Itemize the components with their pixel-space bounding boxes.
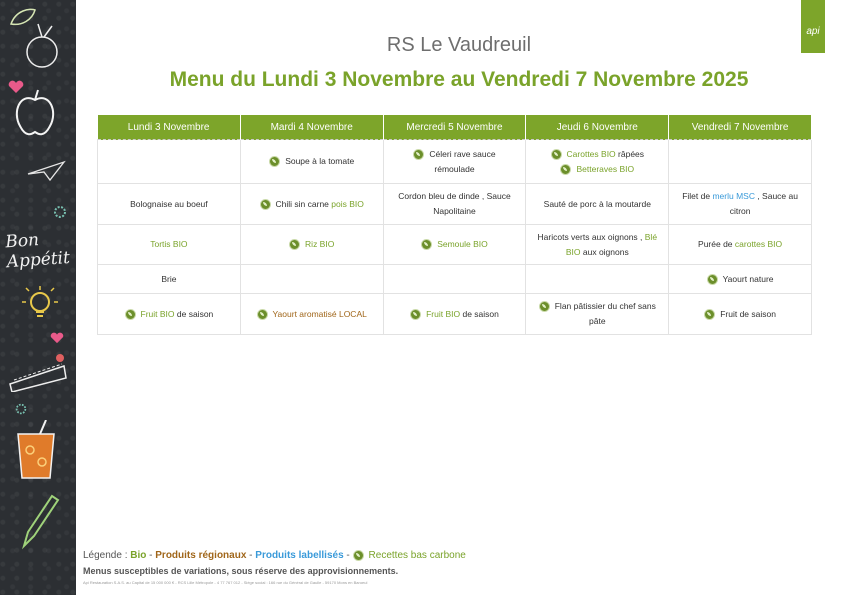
cell-vendredi-main bbox=[669, 184, 812, 225]
cell-mardi-main bbox=[240, 184, 383, 225]
cell-jeudi-side bbox=[526, 225, 669, 265]
menu-table bbox=[97, 115, 812, 335]
cell-jeudi-main bbox=[526, 184, 669, 225]
dish-text: râpées bbox=[615, 148, 645, 159]
disclaimer: Menus susceptibles de variations, sous réserve des approvisionnements. bbox=[83, 566, 399, 576]
legend-regional: Produits régionaux bbox=[155, 550, 247, 562]
cell-mercredi-dessert bbox=[383, 294, 526, 335]
logo-text: api bbox=[806, 26, 820, 37]
dish-text: Purée de bbox=[698, 239, 735, 249]
flower-icon bbox=[52, 204, 68, 220]
dish-text: Flan pâtissier du chef sans bbox=[554, 301, 656, 311]
day-header-mercredi: Mercredi 5 Novembre bbox=[383, 115, 526, 140]
cell-mardi-side bbox=[240, 225, 383, 265]
table-row-dairy bbox=[98, 265, 812, 294]
legend bbox=[83, 550, 466, 561]
dish-text: , Sauce au bbox=[754, 191, 798, 201]
low-carbon-icon bbox=[353, 550, 364, 561]
table-header-row bbox=[98, 115, 812, 140]
low-carbon-icon bbox=[257, 309, 268, 320]
dish-text-bio: Fruit BIO bbox=[140, 308, 175, 319]
legend-separator: - bbox=[343, 550, 353, 562]
table-row-dessert bbox=[98, 294, 812, 335]
lightbulb-icon bbox=[18, 282, 62, 326]
legend-separator: - bbox=[146, 550, 156, 562]
dish-text: Filet de bbox=[682, 191, 713, 201]
dish-text-labelled: merlu MSC bbox=[712, 191, 755, 201]
legend-bio: Bio bbox=[130, 550, 147, 562]
dish-text: citron bbox=[729, 206, 751, 216]
low-carbon-icon bbox=[125, 309, 136, 320]
dish-text-bio: Fruit BIO bbox=[426, 308, 461, 319]
dish-text: Fruit de saison bbox=[720, 308, 776, 319]
dish-text-regional: Yaourt aromatisé LOCAL bbox=[272, 308, 367, 319]
cake-slice-icon bbox=[6, 348, 72, 392]
cell-mardi-starter bbox=[240, 140, 383, 184]
dish-text-bio: pois BIO bbox=[331, 198, 364, 209]
dish-text: aux oignons bbox=[580, 246, 629, 257]
cell-mardi-dairy bbox=[240, 265, 383, 294]
low-carbon-icon bbox=[707, 274, 718, 285]
day-header-lundi: Lundi 3 Novembre bbox=[98, 115, 241, 140]
legend-label: Légende : bbox=[83, 550, 131, 562]
low-carbon-icon bbox=[260, 199, 271, 210]
cell-lundi-dairy bbox=[98, 265, 241, 294]
cell-jeudi-dairy bbox=[526, 265, 669, 294]
day-header-vendredi: Vendredi 7 Novembre bbox=[669, 115, 812, 140]
apple-doodle-icon bbox=[10, 86, 60, 141]
dish-text-bio: BIO bbox=[565, 246, 581, 257]
cell-vendredi-starter bbox=[669, 140, 812, 184]
table-row-side bbox=[98, 225, 812, 265]
low-carbon-icon bbox=[551, 149, 562, 160]
flower-icon bbox=[14, 402, 28, 416]
dish-text: Chili sin carne bbox=[275, 198, 332, 209]
legend-low-carbon: Recettes bas carbone bbox=[368, 550, 466, 562]
cell-lundi-main bbox=[98, 184, 241, 225]
dish-text: de saison bbox=[174, 308, 214, 319]
low-carbon-icon bbox=[421, 239, 432, 250]
dish-text: pâte bbox=[589, 316, 606, 326]
low-carbon-icon bbox=[269, 156, 280, 167]
sidebar-text-bon: Bon bbox=[4, 230, 40, 253]
table-row-main bbox=[98, 184, 812, 225]
dish-text: Haricots verts aux oignons , bbox=[537, 231, 645, 242]
low-carbon-icon bbox=[704, 309, 715, 320]
menu-title: Menu du Lundi 3 Novembre au Vendredi 7 Novembre 2025 bbox=[169, 68, 749, 91]
paper-plane-icon bbox=[26, 160, 66, 182]
dish-text: Bolognaise au boeuf bbox=[130, 198, 208, 209]
day-header-jeudi: Jeudi 6 Novembre bbox=[526, 115, 669, 140]
cell-lundi-starter bbox=[98, 140, 241, 184]
dish-text: Céleri rave sauce bbox=[429, 148, 496, 159]
cell-mercredi-side bbox=[383, 225, 526, 265]
cell-mardi-dessert bbox=[240, 294, 383, 335]
low-carbon-icon bbox=[410, 309, 421, 320]
company-footer: Api Restauration S.A.S. au Capital de 15 000 000 € - RCS Lille Métropole - 4 77 767 012 - Siège social : 166 rue du Général de Gaulle - 59170 Mons en Baroeul bbox=[83, 580, 368, 585]
dish-text: Yaourt nature bbox=[722, 273, 774, 284]
dish-text: rémoulade bbox=[434, 163, 475, 174]
cell-lundi-side bbox=[98, 225, 241, 265]
dish-text-bio: Betteraves BIO bbox=[576, 163, 635, 174]
day-header-mardi: Mardi 4 Novembre bbox=[240, 115, 383, 140]
dish-text-bio: BIO bbox=[601, 148, 616, 159]
site-title: RS Le Vaudreuil bbox=[386, 34, 532, 56]
cell-jeudi-dessert bbox=[526, 294, 669, 335]
dish-text-bio: Carottes bbox=[566, 148, 602, 159]
cell-mercredi-main bbox=[383, 184, 526, 225]
dish-text-bio: carottes BIO bbox=[734, 239, 783, 249]
turnip-doodle-icon bbox=[18, 20, 68, 75]
dish-text: Sauté de porc à la moutarde bbox=[543, 198, 651, 209]
bon-appetit-text bbox=[5, 228, 74, 273]
dish-text-bio: Riz BIO bbox=[305, 239, 335, 249]
dish-text: Soupe à la tomate bbox=[285, 156, 355, 166]
cell-vendredi-dairy bbox=[669, 265, 812, 294]
cell-lundi-dessert bbox=[98, 294, 241, 335]
cell-mercredi-starter bbox=[383, 140, 526, 184]
cell-vendredi-side bbox=[669, 225, 812, 265]
juice-glass-icon bbox=[14, 420, 58, 482]
dish-text: de saison bbox=[460, 308, 499, 319]
pencil-icon bbox=[18, 490, 62, 550]
dish-text-bio: Semoule BIO bbox=[437, 239, 488, 249]
table-row-starter bbox=[98, 140, 812, 184]
sidebar-text-appetit: Appétit bbox=[6, 247, 71, 273]
low-carbon-icon bbox=[413, 149, 424, 160]
low-carbon-icon bbox=[539, 301, 550, 312]
heart-icon bbox=[50, 332, 64, 344]
chalkboard-sidebar bbox=[0, 0, 76, 595]
low-carbon-icon bbox=[560, 164, 571, 175]
cell-vendredi-dessert bbox=[669, 294, 812, 335]
dish-text: Brie bbox=[161, 273, 177, 284]
cell-mercredi-dairy bbox=[383, 265, 526, 294]
cell-jeudi-starter bbox=[526, 140, 669, 184]
dish-text-bio: Blé bbox=[644, 231, 658, 242]
dish-text: Cordon bleu de dinde , Sauce bbox=[398, 191, 511, 201]
legend-separator: - bbox=[246, 550, 256, 562]
dish-text-bio: Tortis BIO bbox=[150, 239, 188, 249]
low-carbon-icon bbox=[289, 239, 300, 250]
dish-text: Napolitaine bbox=[433, 206, 476, 216]
legend-labelled: Produits labellisés bbox=[255, 550, 344, 562]
